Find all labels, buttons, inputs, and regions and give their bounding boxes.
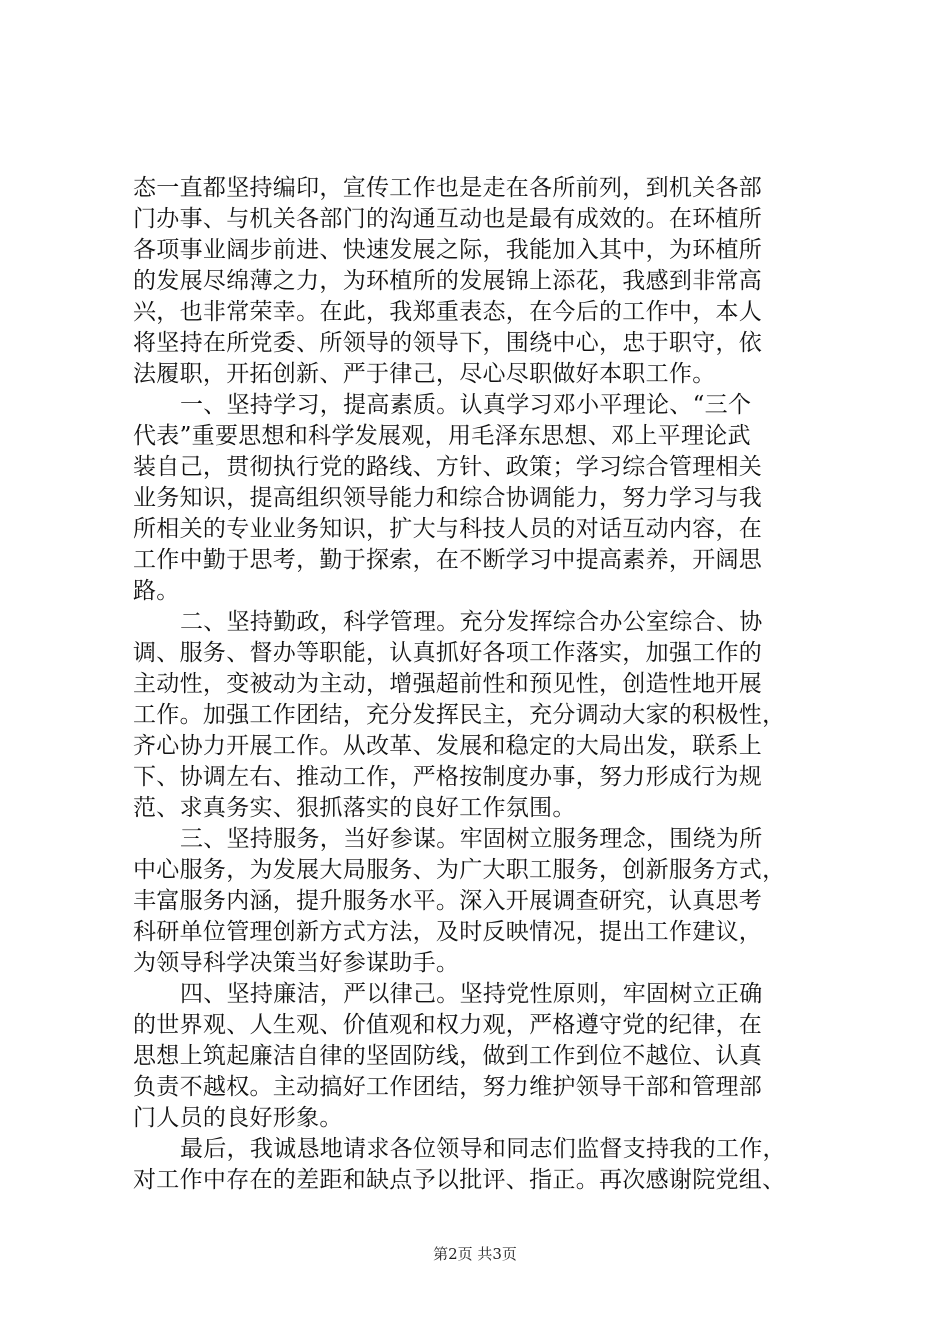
document-body: [133, 173, 833, 1196]
text-line: 中心服务，为发展大局服务、为广大职工服务，创新服务方式，: [133, 857, 786, 883]
text-line: 四、坚持廉洁，严以律己。坚持党性原则，牢固树立正确: [180, 981, 763, 1007]
text-line: 二、坚持勤政，科学管理。充分发挥综合办公室综合、协: [180, 609, 763, 635]
text-line: 工作。加强工作团结，充分发挥民主，充分调动大家的积极性，: [133, 702, 786, 728]
text-line: 主动性，变被动为主动，增强超前性和预见性，创造性地开展: [133, 671, 763, 697]
text-line: 调、服务、督办等职能，认真抓好各项工作落实，加强工作的: [133, 640, 763, 666]
text-line: 门人员的良好形象。: [133, 1105, 343, 1131]
text-line: 下、协调左右、推动工作，严格按制度办事，努力形成行为规: [133, 764, 763, 790]
text-line: 各项事业阔步前进、快速发展之际，我能加入其中，为环植所: [133, 237, 763, 263]
text-line: 范、求真务实、狠抓落实的良好工作氛围。: [133, 795, 576, 821]
text-line: 业务知识，提高组织领导能力和综合协调能力，努力学习与我: [133, 485, 763, 511]
text-line: 工作中勤于思考，勤于探索，在不断学习中提高素养，开阔思: [133, 547, 763, 573]
text-line: 兴，也非常荣幸。在此，我郑重表态，在今后的工作中，本人: [133, 299, 763, 325]
text-line: 的世界观、人生观、价值观和权力观，严格遵守党的纪律，在: [133, 1012, 763, 1038]
text-line: 门办事、与机关各部门的沟通互动也是最有成效的。在环植所: [133, 206, 763, 232]
text-line: 一、坚持学习，提高素质。认真学习邓小平理论、“三个: [180, 392, 752, 418]
text-line: 科研单位管理创新方式方法，及时反映情况，提出工作建议，: [133, 919, 763, 945]
text-line: 负责不越权。主动搞好工作团结，努力维护领导干部和管理部: [133, 1074, 763, 1100]
text-line: 对工作中存在的差距和缺点予以批评、指正。再次感谢院党组、: [133, 1167, 786, 1193]
text-line: 丰富服务内涵，提升服务水平。深入开展调查研究，认真思考: [133, 888, 763, 914]
text-line: 的发展尽绵薄之力，为环植所的发展锦上添花，我感到非常高: [133, 268, 763, 294]
text-line: 思想上筑起廉洁自律的坚固防线，做到工作到位不越位、认真: [133, 1043, 763, 1069]
text-line: 代表”重要思想和科学发展观，用毛泽东思想、邓上平理论武: [133, 423, 751, 449]
text-line: 为领导科学决策当好参谋助手。: [133, 950, 460, 976]
text-line: 所相关的专业业务知识，扩大与科技人员的对话互动内容，在: [133, 516, 763, 542]
text-line: 法履职，开拓创新、严于律己，尽心尽职做好本职工作。: [133, 361, 716, 387]
page-footer: 第2页 共3页: [433, 1245, 517, 1263]
text-line: 齐心协力开展工作。从改革、发展和稳定的大局出发，联系上: [133, 733, 763, 759]
text-line: 态一直都坚持编印，宣传工作也是走在各所前列，到机关各部: [133, 175, 763, 201]
text-line: 路。: [133, 578, 180, 604]
text-line: 三、坚持服务，当好参谋。牢固树立服务理念，围绕为所: [180, 826, 763, 852]
text-line: 最后，我诚恳地请求各位领导和同志们监督支持我的工作，: [180, 1136, 786, 1162]
text-line: 将坚持在所党委、所领导的领导下，围绕中心，忠于职守，依: [133, 330, 763, 356]
text-line: 装自己，贯彻执行党的路线、方针、政策；学习综合管理相关: [133, 454, 763, 480]
